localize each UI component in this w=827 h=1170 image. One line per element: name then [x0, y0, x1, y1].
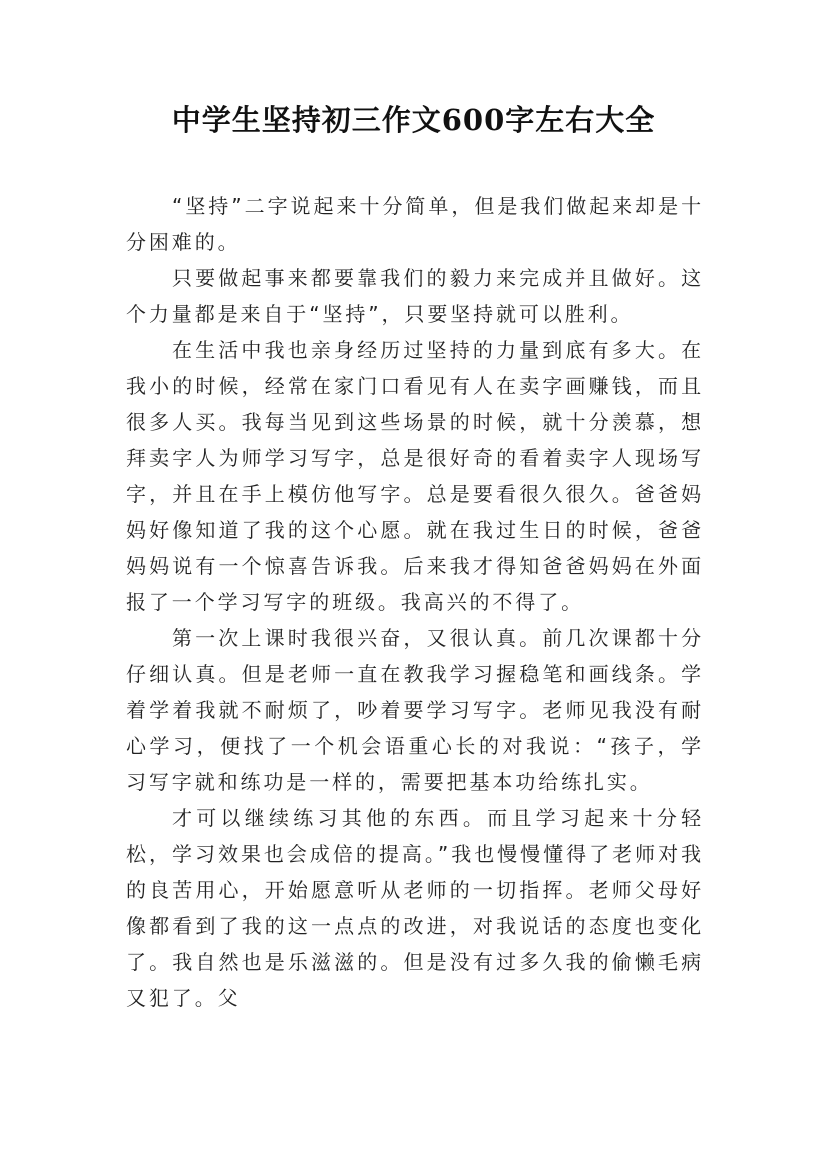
paragraph-2: 只要做起事来都要靠我们的毅力来完成并且做好。这个力量都是来自于“坚持”，只要坚持就可以胜利。	[126, 266, 704, 326]
paragraph-3: 在生活中我也亲身经历过坚持的力量到底有多大。在我小的时候，经常在家门口看见有人在卖字画赚钱，而且很多人买。我每当见到这些场景的时候，就十分羡慕，想拜卖字人为师学习写字，总是很好奇的看着卖字人现场写字，并且在手上模仿他写字。总是要看很久很久。爸爸妈妈好像知道了我的这个心愿。就在我过生日的时候，爸爸妈妈说有一个惊喜告诉我。后来我才得知爸爸妈妈在外面报了一个学习写字的班级。我高兴的不得了。	[126, 338, 704, 614]
document-title: 中学生坚持初三作文600字左右大全	[171, 103, 656, 137]
paragraph-4: 第一次上课时我很兴奋，又很认真。前几次课都十分仔细认真。但是老师一直在教我学习握稳笔和画线条。学着学着我就不耐烦了，吵着要学习写字。老师见我没有耐心学习，便找了一个机会语重心长的对我说：“孩子，学习写字就和练功是一样的，需要把基本功给练扎实。	[126, 626, 704, 794]
document-body	[126, 188, 704, 1016]
paragraph-5: 才可以继续练习其他的东西。而且学习起来十分轻松，学习效果也会成倍的提高。”我也慢慢懂得了老师对我的良苦用心，开始愿意听从老师的一切指挥。老师父母好像都看到了我的这一点点的改进，对我说话的态度也变化了。我自然也是乐滋滋的。但是没有过多久我的偷懒毛病又犯了。父	[126, 806, 704, 1010]
paragraph-1: “坚持”二字说起来十分简单，但是我们做起来却是十分困难的。	[126, 194, 704, 254]
